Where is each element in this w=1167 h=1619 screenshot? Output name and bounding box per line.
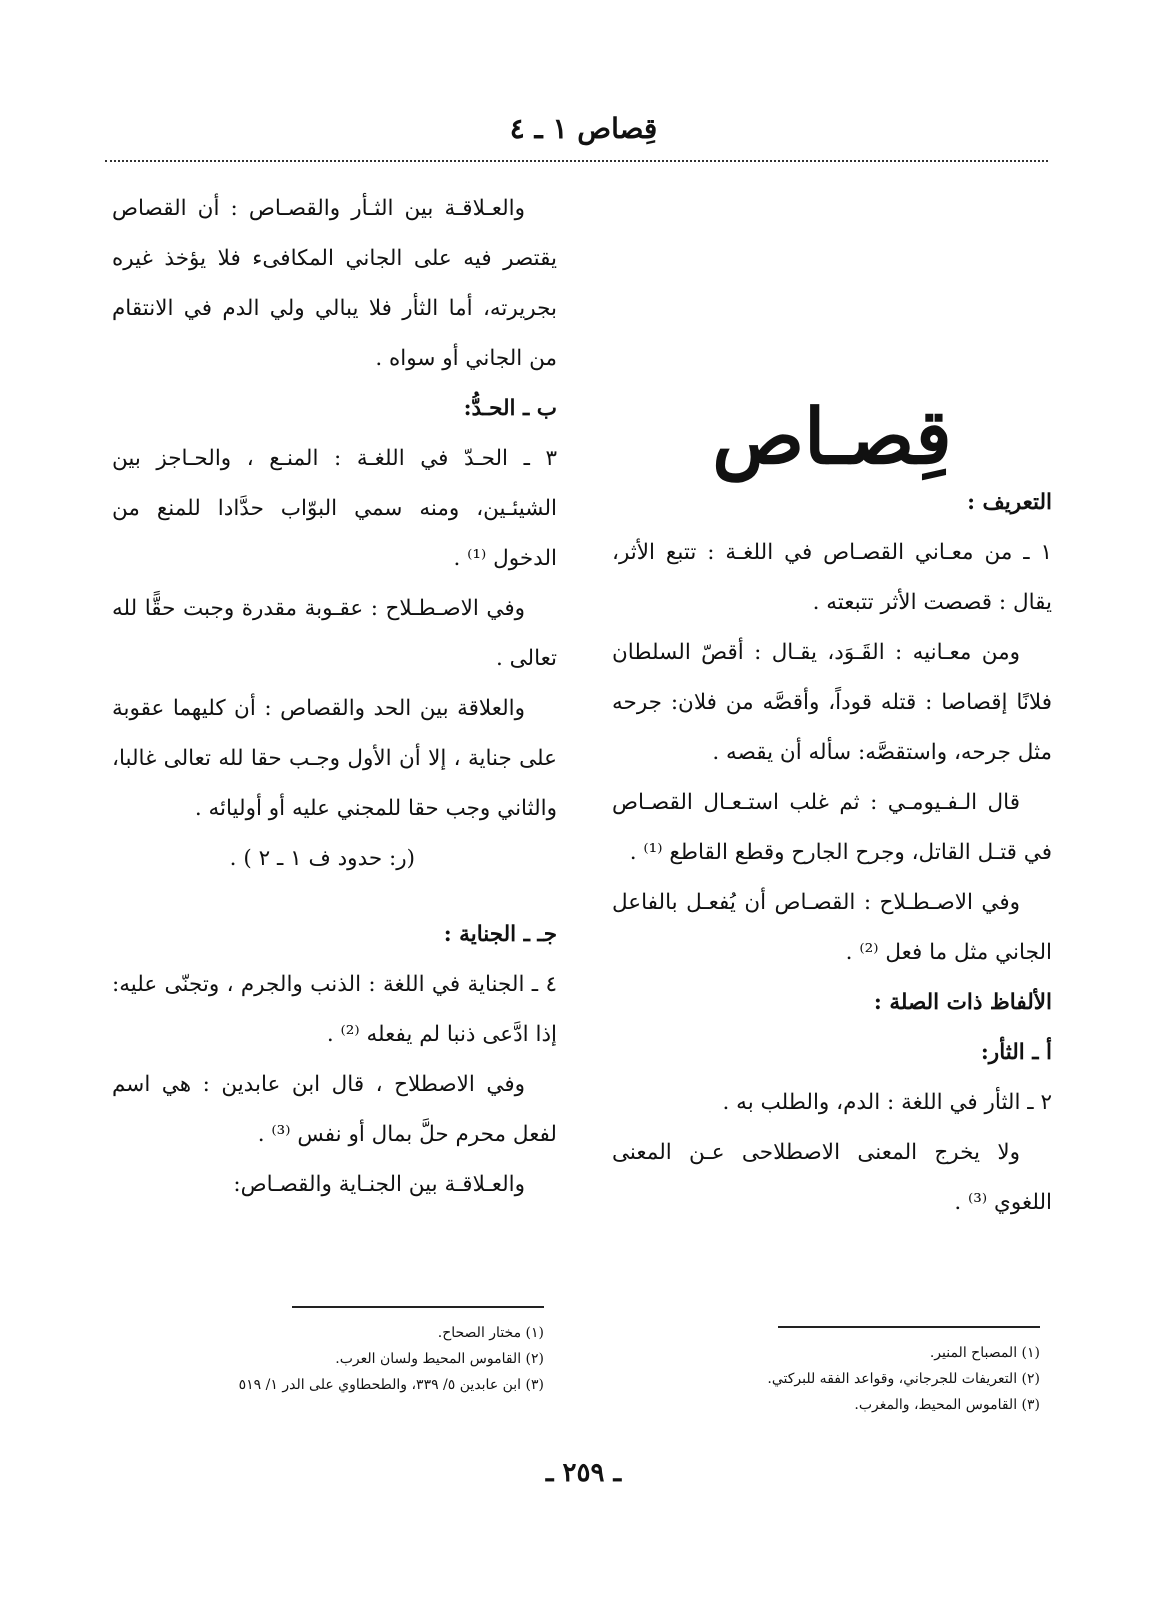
article-title: قِصـاص (712, 392, 952, 481)
paragraph-10: والعلاقة بين الحد والقصاص : أن كليهما عقوبة على جناية ، إلا أن الأول وجـب حقا لله تعالى غالبا، والثاني وجب حقا للمجني عليه أو أوليائه . (112, 696, 557, 821)
right-column (612, 478, 1052, 1228)
paragraph-2: ومن معـانيه : القَـوَد، يقـال : أقصّ السلطان فلانًا إقصاصا : قتله قوداً، وأقصَّه من فلان: جرحه مثل جرحه، واستقصَّه: سأله أن يقصه . (612, 640, 1052, 765)
paragraph-4: وفي الاصـطـلاح : القصـاص أن يُفعـل بالفاعل الجاني مثل ما فعل ⁽²⁾ . (612, 890, 1052, 965)
paragraph-11: ٤ ـ الجناية في اللغة : الذنب والجرم ، وتجنّى عليه: إذا ادَّعى ذنبا لم يفعله ⁽²⁾ . (112, 972, 557, 1047)
footnote: (٢) القاموس المحيط ولسان العرب. (335, 1351, 544, 1367)
paragraph-3: قال الـفـيومـي : ثم غلب استـعـال القصـاص في قتـل القاتل، وجرح الجارح وقطع القاطع ⁽¹⁾ . (612, 790, 1052, 865)
section-heading-definition: التعريف : (967, 490, 1052, 515)
header-divider (105, 160, 1048, 162)
section-heading-related-terms: الألفاظ ذات الصلة : (873, 990, 1052, 1015)
footnotes-right (640, 1340, 1040, 1418)
paragraph-13: والعـلاقـة بين الجنـاية والقصـاص: (233, 1172, 525, 1197)
subheading-thaar: أ ـ الثأر: (980, 1040, 1052, 1065)
paragraph-1: ١ ـ من معـاني القصـاص في اللغـة : تتبع الأثر، يقال : قصصت الأثر تتبعته . (612, 540, 1052, 615)
subheading-jinaya: جـ ـ الجناية : (443, 922, 557, 947)
subheading-hadd: ب ـ الحـدُّ: (463, 396, 557, 421)
footnote: (٢) التعريفات للجرجاني، وقواعد الفقه للبركتي. (767, 1371, 1040, 1387)
cross-reference: (ر: حدود ف ١ ـ ٢ ) . (229, 846, 415, 871)
footnote-divider-left (292, 1306, 544, 1308)
footnote: (١) مختار الصحاح. (437, 1325, 544, 1341)
footnote-divider-right (778, 1326, 1040, 1328)
page-number: ـ ٢٥٩ ـ (545, 1458, 622, 1488)
paragraph-8: ٣ ـ الحـدّ في اللغـة : المنـع ، والحـاجز بين الشيئـين، ومنه سمي البوّاب حدَّادا للمنع من الدخول ⁽¹⁾ . (112, 446, 557, 571)
paragraph-9: وفي الاصـطـلاح : عقـوبة مقدرة وجبت حقًّا لله تعالى . (112, 596, 557, 671)
footnote: (٣) ابن عابدين ٥/ ٣٣٩، والطحطاوي على الدر ١/ ٥١٩ (238, 1377, 544, 1393)
footnote: (١) المصباح المنير. (929, 1345, 1040, 1361)
paragraph-12: وفي الاصطلاح ، قال ابن عابدين : هي اسم لفعل محرم حلَّ بمال أو نفس ⁽³⁾ . (112, 1072, 557, 1147)
running-header: قِصاص ١ ـ ٤ (509, 112, 658, 145)
paragraph-7: والعـلاقـة بين الثـأر والقصـاص : أن القصاص يقتصر فيه على الجاني المكافىء فلا يؤخذ غيره بجريرته، أما الثأر فلا يبالي ولي الدم في الانتقام من الجاني أو سواه . (112, 196, 557, 371)
left-column (112, 184, 557, 1210)
paragraph-6: ولا يخرج المعنى الاصطلاحى عـن المعنى اللغوي ⁽³⁾ . (612, 1140, 1052, 1215)
footnotes-left (112, 1320, 544, 1398)
footnote: (٣) القاموس المحيط، والمغرب. (854, 1397, 1040, 1413)
paragraph-5: ٢ ـ الثأر في اللغة : الدم، والطلب به . (722, 1090, 1052, 1115)
